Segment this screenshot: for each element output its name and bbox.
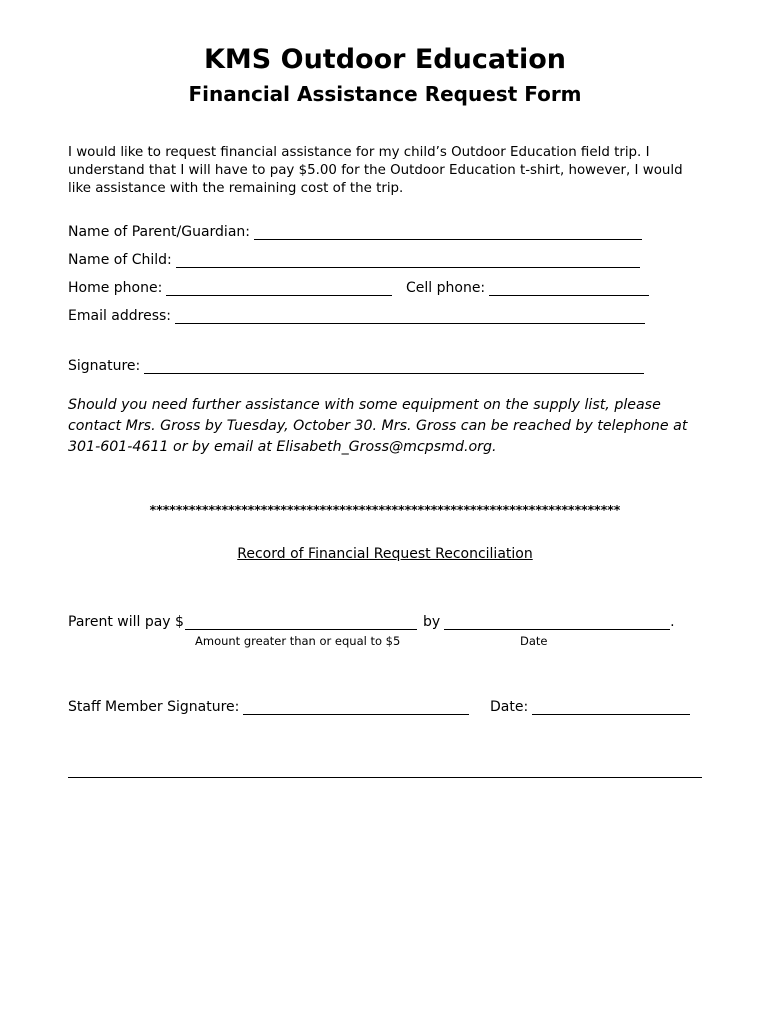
child-name-label: Name of Child: — [68, 252, 172, 268]
parent-pay-label: Parent will pay $ — [68, 614, 184, 630]
amount-line[interactable] — [185, 615, 417, 630]
intro-paragraph: I would like to request financial assistance for my child’s Outdoor Education field trip. I understand that I will have to pay $5.00 for the Outdoor Education t-shirt, however, I would like assistance with the remaining cost of the trip. — [68, 145, 683, 196]
email-label: Email address: — [68, 308, 172, 324]
child-name-field — [68, 248, 640, 268]
staff-signature-label: Staff Member Signature: — [68, 699, 240, 715]
signature-line[interactable] — [144, 359, 644, 374]
pay-date-line[interactable] — [444, 615, 670, 630]
parent-name-field — [68, 220, 642, 240]
staff-date-line[interactable] — [532, 700, 690, 715]
parent-name-line[interactable] — [254, 225, 642, 240]
home-phone-line[interactable] — [166, 281, 392, 296]
date-caption: Date — [520, 634, 548, 648]
pay-period: . — [670, 614, 675, 630]
assistance-note: Should you need further assistance with some equipment on the supply list, please contact Mrs. Gross by Tuesday, October 30. Mrs. Gross can be reached by telephone at 301-601-4611 or by email at Elisabeth_Gross@mcpsmd.org. — [68, 397, 688, 455]
cell-phone-line[interactable] — [489, 281, 649, 296]
home-phone-field — [68, 276, 392, 296]
staff-signature-line[interactable] — [243, 700, 469, 715]
child-name-line[interactable] — [176, 253, 640, 268]
reconciliation-heading: Record of Financial Request Reconciliation — [237, 546, 533, 562]
home-phone-label: Home phone: — [68, 280, 163, 296]
form-subtitle: Financial Assistance Request Form — [188, 82, 582, 106]
email-line[interactable] — [175, 309, 645, 324]
by-label: by — [422, 614, 441, 630]
separator-stars: ************************************************************************ — [149, 502, 621, 517]
signature-label: Signature: — [68, 358, 141, 374]
email-field — [68, 304, 645, 324]
amount-caption: Amount greater than or equal to $5 — [195, 634, 401, 648]
staff-date-field — [490, 695, 690, 715]
parent-name-label: Name of Parent/Guardian: — [68, 224, 250, 240]
parent-pay-field — [68, 610, 675, 630]
staff-date-label: Date: — [490, 699, 529, 715]
cell-phone-field — [406, 276, 649, 296]
form-title: KMS Outdoor Education — [203, 44, 566, 75]
bottom-rule — [68, 777, 702, 778]
signature-field — [68, 354, 644, 374]
cell-phone-label: Cell phone: — [406, 280, 486, 296]
staff-signature-field — [68, 695, 469, 715]
